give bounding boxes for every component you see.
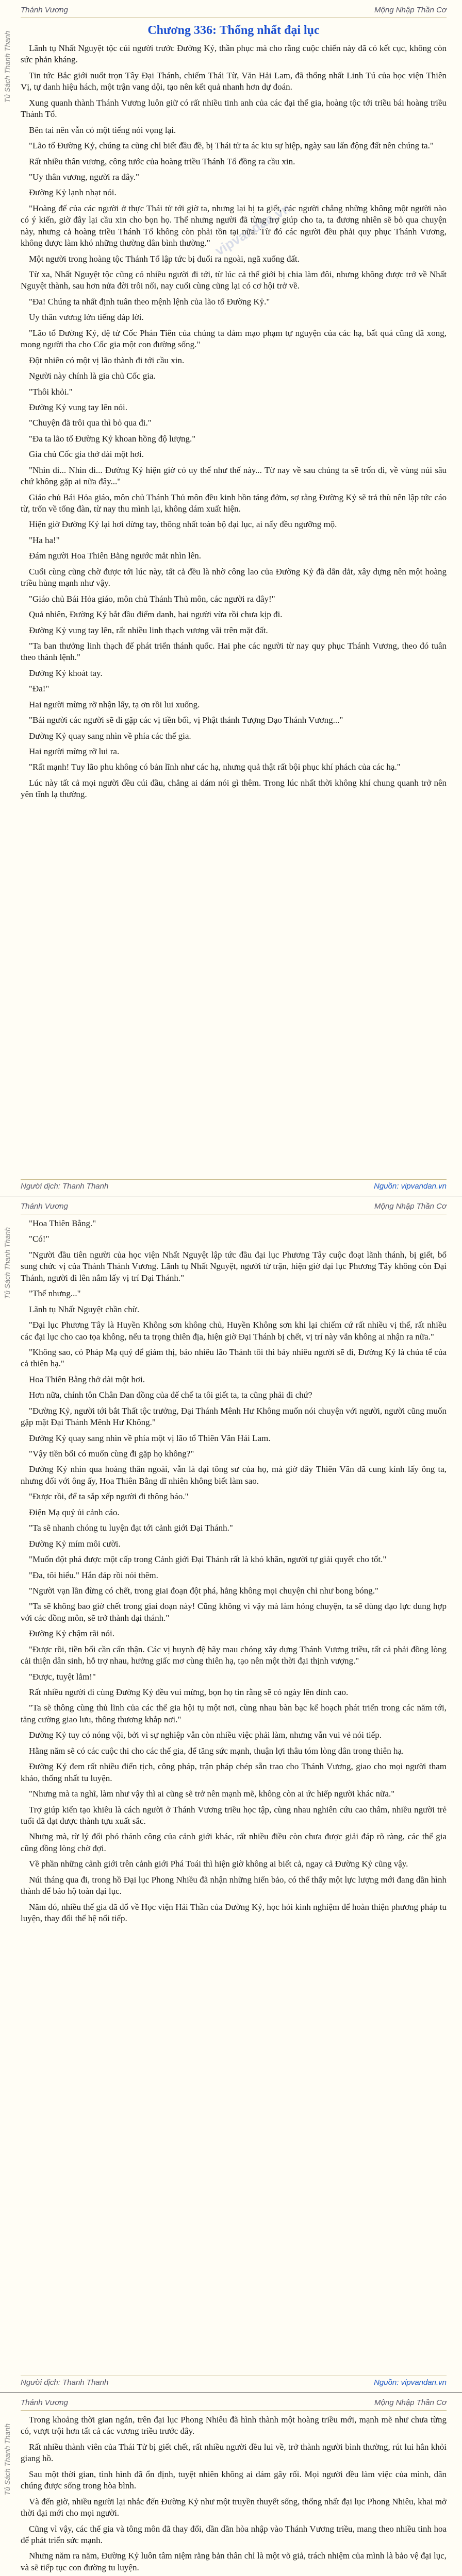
paragraph: "Rất mạnh! Tuy lão phu không có bản lĩnh như các hạ, nhưng quả thật rất bội phục khí phách của các hạ." [29,762,401,772]
page-body [21,22,447,1176]
paragraph: Đường Kỷ nhìn qua hoàng thân ngoài, vẫn là đại tông sư của họ, mà giờ đây Thiên Văn đã cung kính lấy ông ta, nhưng đối với ông ấy, Hoa Thiên Bằng dĩ nhiên không biết làm sao. [21,1464,447,1486]
page-body [21,2414,447,2576]
side-label: Tủ Sách Thanh Thanh [3,31,11,103]
footer-source-link[interactable]: Nguồn: vipvandan.vn [374,1182,447,1191]
header-author: Mộng Nhập Thần Cơ [374,2398,447,2407]
paragraph: "Được rồi, tiền bối cần cẩn thận. Các vị huynh đệ hãy mau chóng xây dựng Thánh Vương triều, tất cả phải đồng lòng cải thiện dân sinh, hỗ trợ nhau, hưởng giấc mơ cùng thiên hạ, tạo nên một thời đại thịnh vượng." [21,1644,447,1666]
paragraph: Nhưng năm ra năm, Đường Kỷ luôn tâm niệm rằng bản thân chỉ là một võ giả, trách nhiệm của mình là bảo vệ đại lục, và sẽ tiếp tục con đường tu luyện. [21,2551,447,2572]
paragraph: Lãnh tụ Nhất Nguyệt chần chừ. [29,1304,140,1314]
side-label: Tủ Sách Thanh Thanh [3,1227,11,1299]
paragraph: Uy thân vương lớn tiếng đáp lời. [29,312,144,323]
book-page-1 [0,0,462,1196]
paragraph: Gia chủ Cốc gia thở dài một hơi. [29,449,144,460]
paragraph: Từ xa, Nhất Nguyệt tộc cũng có nhiều người đi tới, từ lúc cả thế giới bị chia làm đôi, nhưng không được trở về Nhất Nguyệt thành, sau hơn nửa đời trôi nổi, nay cuối cùng cũng lại có cơ hội trở về. [21,269,447,291]
paragraph: Sau một thời gian, tình hình đã ổn định, tuyệt nhiên không ai dám gây rối. Mọi người đều làm việc của mình, dân chúng được sống trong hòa bình. [21,2469,447,2491]
paragraph: "Thôi khỏi." [29,386,73,397]
paragraph: "Giáo chủ Bái Hỏa giáo, môn chủ Thánh Thủ môn, các người ra đây!" [29,594,275,604]
paragraph: Đường Kỷ mím môi cười. [29,1538,121,1549]
paragraph: "Lão tổ Đường Kỷ, chúng ta cũng chỉ biết đầu đề, bị Thái tử ta ác kiu sự hiệp, ngày sau lấn động đất nên chúng ta." [29,141,434,151]
paragraph: Hơn nữa, chính tôn Chân Đan đồng của đế chế ta tôi giết ta, ta cũng phải đi chứ? [29,1390,312,1400]
book-page-2 [0,1196,462,2393]
paragraph: Và đến giờ, nhiều người lại nhắc đến Đường Kỷ như một truyền thuyết sống, thống nhất đại lục Phong Nhiêu, khai mở thời đại mới cho mọi người. [21,2496,447,2518]
paragraph: Đường Kỷ chậm rãi nói. [29,1629,114,1639]
paragraph: Hai người mừng rỡ nhận lấy, tạ ơn rồi lui xuống. [29,699,200,709]
paragraph: Đường Kỷ lạnh nhạt nói. [29,188,117,198]
paragraph: "Uy thân vương, người ra đây." [29,172,139,182]
paragraph: Đường Kỷ đem rất nhiều điển tịch, công pháp, trận pháp chép sẵn trao cho Thánh Vương, giao cho mọi người tham khảo, thống nhất tu luyện. [21,1761,447,1783]
paragraph: "Không sao, có Pháp Mạ quỷ để giám thị, bảo nhiêu lão Thánh tôi thì bảy nhiêu người sẽ đi, Đường Kỷ là chúa tể của cả thiên hạ." [21,1347,447,1369]
footer-translator: Người dịch: Thanh Thanh [21,1182,109,1191]
paragraph: Một người trong hoàng tộc Thánh Tổ lập tức bị đuổi ra ngoài, ngã xuống đất. [29,253,300,264]
page-body [21,1218,447,2372]
paragraph: "Người vạn lần đừng có chết, trong giai đoạn đột phá, hằng không mọi chuyện chỉ như bong bóng." [29,1585,378,1596]
header-book-title: Thánh Vương [21,6,68,14]
paragraph: Đường Kỷ vung tay lên nói. [29,402,128,412]
paragraph: Đường Kỷ quay sang nhìn về phía một vị lão tổ Thiên Văn Hải Lam. [29,1433,271,1443]
paragraph: "Ta sẽ không bao giờ chết trong giai đoạn này! Cũng không vì vậy mà làm hỏng chuyện, ta sẽ dùng đạo lực dung hợp với các đồng môn, sẽ trở thành đại thánh." [21,1601,447,1623]
paragraph: Đường Kỷ khoát tay. [29,668,103,678]
paragraph: Giáo chủ Bái Hỏa giáo, môn chủ Thánh Thủ môn đều kinh hồn táng đởm, sợ rằng Đường Kỷ sẽ trả thù nên lập tức cáo từ, trốn về tổng đàn, từ nay thu mình lại, không dám xuất hiện. [21,492,447,514]
page-header [21,1200,447,1214]
paragraph: Rất nhiều thân vương, công tước của hoàng triều Thánh Tổ đồng ra cầu xin. [29,156,295,166]
header-book-title: Thánh Vương [21,2398,68,2407]
paragraph: "Chuyện đã trôi qua thì bỏ qua đi." [29,418,152,428]
paragraph: "Muốn đột phá được một cấp trong Cảnh giới Đại Thánh rất là khó khăn, người tự giải quyết cho tốt." [29,1554,387,1565]
paragraph: "Đa! Chúng ta nhất định tuân theo mệnh lệnh của lão tổ Đường Kỷ." [29,296,270,307]
paragraph: Hiện giờ Đường Kỷ lại hơi dừng tay, thông nhất toàn bộ đại lục, ai nấy đều ngưỡng mộ. [29,519,337,530]
paragraph: "Đa ta lão tổ Đường Kỷ khoan hồng độ lượng." [29,433,196,444]
watermark: vipvandan.vn [212,200,293,259]
paragraph: Đám người Hoa Thiên Bằng ngước mắt nhìn lên. [29,551,202,561]
paragraph: "Đa, tôi hiểu." Hắn đáp rồi nói thêm. [29,1570,158,1580]
paragraph: "Đại lục Phương Tây là Huyền Không sơn không chủ, Huyền Không sơn khi lại chiếm cứ rất nhiều vị thế, rất nhiều các đại lục cho cao tọa không, nếu ta trọng thiên địa, hiện giờ Đại Thánh bị chết, vị trí này vẫn không ai nhận ra nữa." [21,1320,447,1342]
footer-source-link[interactable]: Nguồn: vipvandan.vn [374,2378,447,2387]
paragraph: Quả nhiên, Đường Kỷ bắt đầu điểm danh, hai người vừa rồi chưa kịp đi. [29,609,283,620]
paragraph: "Nhưng mà ta nghĩ, làm như vậy thì ai cũng sẽ trở nên mạnh mẽ, không còn ai ức hiếp người khác nữa." [29,1789,395,1799]
header-book-title: Thánh Vương [21,1202,68,1211]
paragraph: Trong khoảng thời gian ngắn, trên đại lục Phong Nhiêu đã hình thành một hoàng triều mới, mạnh mẽ như chưa từng có, vượt trội hơn tất cả các vương triều trước đây. [21,2415,447,2436]
paragraph: "Ta sẽ nhanh chóng tu luyện đạt tới cảnh giới Đại Thánh." [29,1523,233,1533]
page-header [21,2397,447,2411]
paragraph: "Được rồi, để ta sắp xếp người đi thông báo." [29,1492,189,1502]
paragraph: Núi tháng qua đi, trong hồ Đại lục Phong Nhiều đã nhận những hiến bảo, có thể thấy một lực lượng mới đang dần hình thành để bảo hộ toàn đại lục. [21,1874,447,1896]
page-header [21,4,447,18]
paragraph: Trợ giúp kiến tạo khiêu là cách người ở Thánh Vương triều học tập, cùng nhau nghiên cứu cao thâm, nhiều người trẻ tuổi đã đạt được thành tựu xuất sắc. [21,1804,447,1826]
footer-translator: Người dịch: Thanh Thanh [21,2378,109,2387]
chapter-title: Chương 336: Thống nhất đại lục [147,24,320,37]
paragraph: "Thế nhưng..." [29,1289,81,1299]
paragraph: Xung quanh thành Thánh Vương luôn giữ có rất nhiều tinh anh của các đại thế gia, hoàng tộc tới triều bái hoàng triều Thánh Tổ. [21,97,447,120]
paragraph: "Được, tuyệt lắm!" [29,1671,96,1682]
header-author: Mộng Nhập Thần Cơ [374,6,447,14]
page-footer [21,2376,447,2388]
paragraph: Hoa Thiên Bằng thở dài một hơi. [29,1374,145,1384]
paragraph: Tin tức Bắc giới nuốt trọn Tây Đại Thánh, chiếm Thái Từ, Văn Hải Lam, đã thống nhất Linh Tú của học viện Thiên Vị, tự danh hiệu hách, một trận vang dội, tạo nên kết quả nhanh hơn dự đoán. [21,70,447,92]
paragraph: Đường Kỷ quay sang nhìn về phía các thế gia. [29,731,191,741]
paragraph: Rất nhiều thành viên của Thái Tử bị giết chết, rất nhiều người đều lui về, trở thành người bình thường, rút lui hẳn khỏi giang hồ. [21,2442,447,2464]
header-author: Mộng Nhập Thần Cơ [374,1202,447,1211]
paragraph: Về phần những cảnh giới trên cảnh giới Phá Toái thì hiện giờ không ai biết cả, ngay cả Đường Kỷ cũng vậy. [29,1859,408,1869]
paragraph: Đường Kỷ tuy có nóng vội, bởi vì sự nghiệp vẫn còn nhiều việc phải làm, nhưng vẫn vui vẻ nói tiếp. [29,1730,382,1740]
paragraph: "Vậy tiền bối có muốn cùng đi gặp họ không?" [29,1449,194,1459]
paragraph: Người này chính là gia chủ Cốc gia. [29,371,156,381]
paragraph: Cuối cùng cũng chờ được tới lúc này, tất cả đều là nhờ công lao của Đường Kỷ đã dẫn dắt, xây dựng nên một hoàng triều hùng mạnh như vậy. [21,566,447,588]
side-label: Tủ Sách Thanh Thanh [3,2424,11,2496]
paragraph: Đột nhiên có một vị lão thành đi tới cầu xin. [29,355,185,365]
paragraph: "Lão tổ Đường Kỷ, đệ tử Cốc Phán Tiên của chúng ta đảm mạo phạm tự nguyện của các hạ, bất quá cũng đã xong, mong người tha cho Cốc gia một con đường sống." [21,328,447,350]
paragraph: "Nhìn đi... Nhìn đi... Đường Kỷ hiện giờ có uy thế như thế này... Từ nay về sau chúng ta sẽ trốn đi, về vùng núi sâu chứ không gặp ai nữa đây..." [21,465,447,487]
paragraph: Đường Kỷ vung tay lên, rất nhiều linh thạch vương vãi trên mặt đất. [29,625,268,635]
paragraph: Rất nhiều người đi cùng Đường Kỷ đều vui mừng, bọn họ tin rằng sẽ có ngày lên đỉnh cao. [29,1687,349,1697]
page-footer [21,1179,447,1192]
paragraph: Cũng vì vậy, các thế gia và tông môn đã thay đổi, dần dần hòa nhập vào Thánh Vương triều, mang theo nhiều tinh hoa để phát triển sức mạnh. [21,2523,447,2545]
paragraph: "Ha ha!" [29,535,60,545]
paragraph: Nhưng mà, từ lý đối phó thánh công của cảnh giới khác, rất nhiều điều còn chưa được giải đáp rõ ràng, các thế gia cũng đồng lòng chờ đợi. [21,1832,447,1853]
paragraph: "Có!" [29,1234,50,1244]
paragraph: Điện Mạ quỷ ủi cảnh cáo. [29,1507,120,1517]
paragraph: Lãnh tụ Nhất Nguyệt tộc cúi người trước Đường Kỷ, thần phục mà cho rằng cuộc chiến này đã có kết cục, không còn sức phản kháng. [21,43,447,65]
paragraph: "Ta ban thưởng linh thạch để phát triển thánh quốc. Hai phe các người từ nay quy phục Thánh Vương, theo đó tuân theo thánh lệnh." [21,640,447,663]
paragraph: "Ta sẽ thông cùng thủ lĩnh của các thế gia hội tụ một nơi, cùng nhau bàn bạc kế hoạch phát triển trong các năm tới, tăng cường giao lưu, thông thương khắp nơi." [21,1703,447,1724]
paragraph: "Hoa Thiên Bằng." [29,1218,96,1228]
paragraph: Lúc này tất cả mọi người đều cúi đầu, chẳng ai dám nói gì thêm. Trong lúc nhất thời không khí chung quanh trở nên yên tĩnh lạ thường. [21,777,447,800]
paragraph: Hằng năm sẽ có các cuộc thi cho các thế gia, để tăng sức mạnh, thuận lợi thâu tóm lòng dân trong thiên hạ. [29,1745,404,1756]
paragraph: "Bái người các người sẽ đi gặp các vị tiền bối, vị Phật thánh Tượng Đạo Thánh Vương..." [29,715,343,725]
paragraph: Năm đó, nhiều thế gia đã đổ về Học viện Hải Thần của Đường Kỷ, học hỏi kinh nghiệm để hoàn thiện phương pháp tu luyện, thay đổi thế hệ nối tiếp. [21,1902,447,1923]
paragraph: Bên tai nên vẫn có một tiếng nói vọng lại. [29,125,176,135]
paragraph: "Hoàng đế của các người ở thực Thái tử tới giờ ta, nhưng lại bị ta giết, các người chẳng những không một người nào có ý kiến, giờ đây lại cầu xin cho bọn họ. Thế nhưng người đã từng trợ giúp cho ta, ta đương nhiên sẽ bỏ qua chuyện này, nhưng cả hoàng triều Thánh Tổ không còn phải tồn tại nữa. Từ đó các người đều phải quy phục Thánh Vương, không được làm khó những thường dân bình thường." [21,203,447,248]
paragraph: "Đa!" [29,684,50,694]
paragraph: Hai người mừng rỡ lui ra. [29,747,120,756]
paragraph: "Đường Kỷ, người tới bắt Thất tộc trưởng, Đại Thánh Mênh Hư Không muốn nói chuyện với người, người cũng muốn gặp mặt Đại Thánh Mênh Hư Không." [21,1405,447,1428]
book-page-3 [0,2393,462,2576]
paragraph: "Người đầu tiên người của học viện Nhất Nguyệt lập tức đầu đại lục Phương Tây cuộc đoạt lãnh thánh, bị giết, bổ sung chức vị của Thánh Thánh Vương. Lãnh tụ Nhất Nguyệt, người từ trận, hiện giờ đại lục Phương Tây không còn Đại Thánh, người đi lên nắm lấy vị trí Đại Thánh." [21,1249,447,1283]
